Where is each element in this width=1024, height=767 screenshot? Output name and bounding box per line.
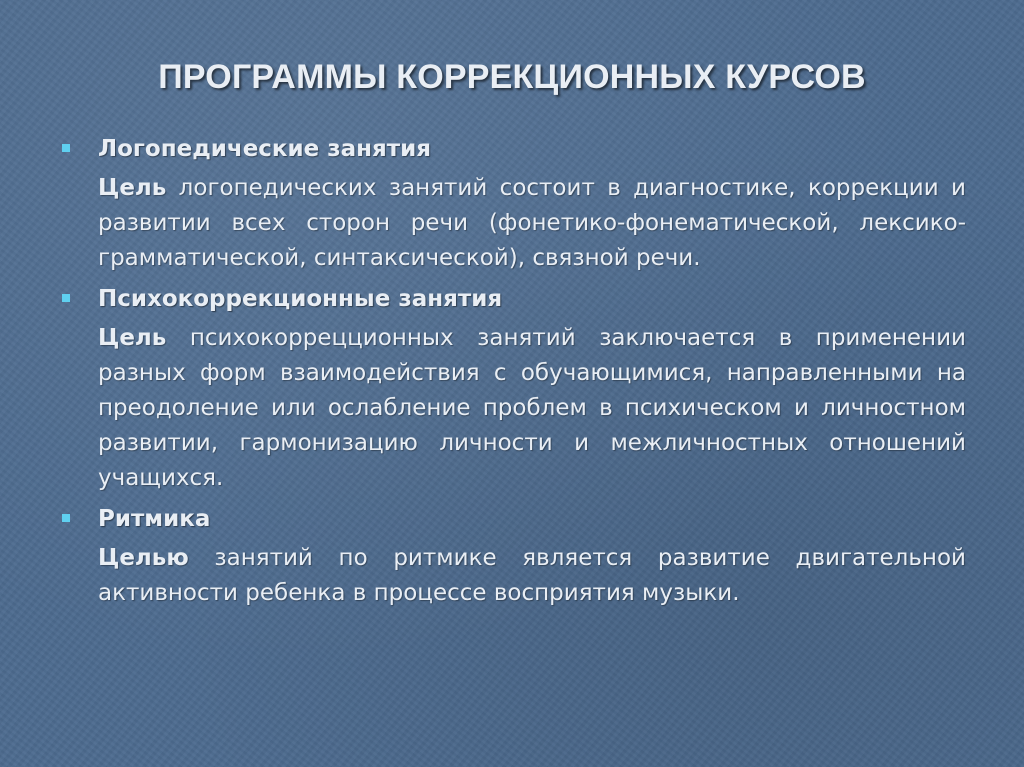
item-lead-word: Целью — [98, 545, 189, 571]
square-bullet-icon — [62, 514, 70, 522]
square-bullet-icon — [62, 144, 70, 152]
item-text: психокоррецционных занятий заключается в применении разных форм взаимодействия с обучающимися, направленными на преодоление или ослабление проблем в психическом и личностном развитии, гармонизацию личности и межличностных отношений учащихся. — [98, 325, 966, 491]
item-text: занятий по ритмике является развитие двигательной активности ребенка в процессе восприятия музыки. — [98, 545, 966, 606]
slide-content — [60, 132, 966, 611]
list-item-psychocorrection — [60, 282, 966, 496]
item-heading: Логопедические занятия — [98, 136, 432, 162]
item-description — [98, 541, 966, 611]
item-lead-word: Цель — [98, 175, 167, 201]
square-bullet-icon — [62, 294, 70, 302]
list-item-rhythmics — [60, 502, 966, 611]
slide-title: ПРОГРАММЫ КОРРЕКЦИОННЫХ КУРСОВ — [158, 58, 866, 96]
item-description — [98, 171, 966, 276]
item-lead-word: Цель — [98, 325, 167, 351]
item-heading: Психокоррекционные занятия — [98, 286, 503, 312]
item-heading: Ритмика — [98, 506, 211, 532]
list-item-speech-therapy — [60, 132, 966, 276]
item-text: логопедических занятий состоит в диагностике, коррекции и развитии всех сторон речи (фонетико-фонематической, лексико-грамматической, синтаксической), связной речи. — [98, 175, 966, 271]
item-description — [98, 321, 966, 496]
